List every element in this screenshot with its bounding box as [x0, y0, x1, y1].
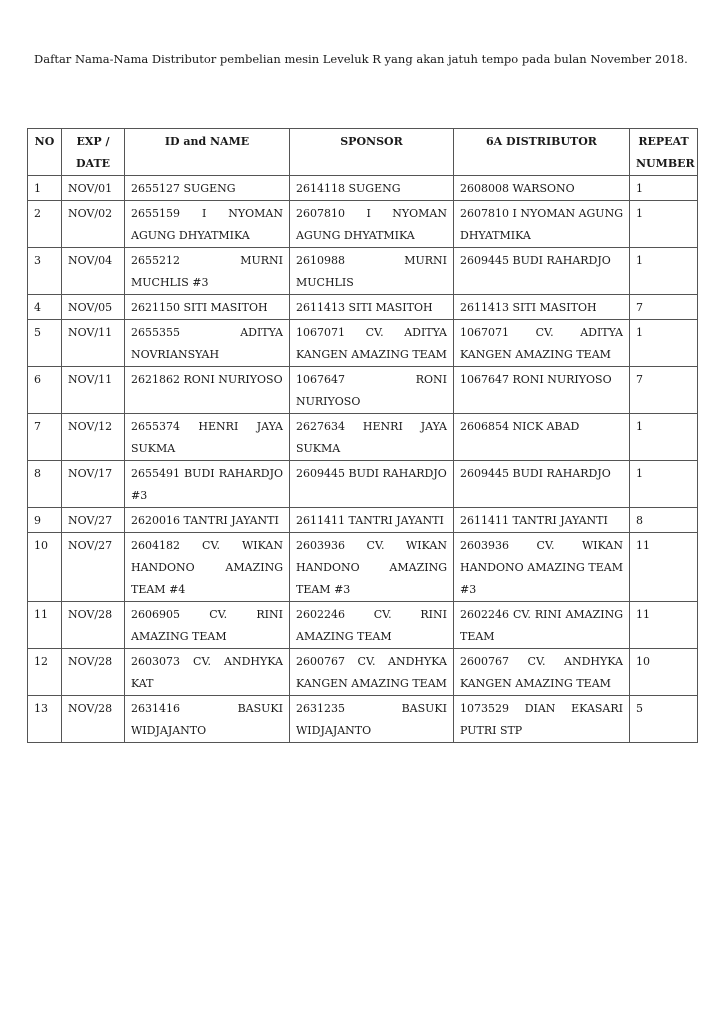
cell-id-name: 2655355 ADITYA NOVRIANSYAH: [125, 320, 290, 367]
table-row: [28, 367, 698, 414]
cell-repeat-number: 11: [630, 602, 698, 649]
table-body: [28, 176, 698, 743]
cell-sponsor: 2609445 BUDI RAHARDJO: [290, 461, 454, 508]
table-row: [28, 320, 698, 367]
cell-id-name: 2655491 BUDI RAHARDJO #3: [125, 461, 290, 508]
cell-distributor: 2608008 WARSONO: [454, 176, 630, 201]
cell-exp-date: NOV/28: [62, 649, 125, 696]
cell-distributor: 2609445 BUDI RAHARDJO: [454, 248, 630, 295]
cell-exp-date: NOV/28: [62, 696, 125, 743]
cell-repeat-number: 5: [630, 696, 698, 743]
cell-id-name: 2655159 I NYOMAN AGUNG DHYATMIKA: [125, 201, 290, 248]
cell-no: 8: [28, 461, 62, 508]
cell-no: 11: [28, 602, 62, 649]
cell-exp-date: NOV/11: [62, 367, 125, 414]
cell-exp-date: NOV/12: [62, 414, 125, 461]
cell-exp-date: NOV/27: [62, 533, 125, 602]
table-row: [28, 248, 698, 295]
header-distributor: 6A DISTRIBUTOR: [454, 129, 630, 176]
table-row: [28, 508, 698, 533]
cell-repeat-number: 1: [630, 248, 698, 295]
header-id-name: ID and NAME: [125, 129, 290, 176]
table-row: [28, 201, 698, 248]
cell-exp-date: NOV/02: [62, 201, 125, 248]
cell-distributor: 2603936 CV. WIKAN HANDONO AMAZING TEAM #3: [454, 533, 630, 602]
cell-id-name: 2655212 MURNI MUCHLIS #3: [125, 248, 290, 295]
cell-repeat-number: 10: [630, 649, 698, 696]
cell-distributor: 2609445 BUDI RAHARDJO: [454, 461, 630, 508]
cell-sponsor: 2610988 MURNI MUCHLIS: [290, 248, 454, 295]
table-row: [28, 649, 698, 696]
cell-sponsor: 2611413 SITI MASITOH: [290, 295, 454, 320]
cell-repeat-number: 1: [630, 320, 698, 367]
cell-no: 5: [28, 320, 62, 367]
cell-id-name: 2621862 RONI NURIYOSO: [125, 367, 290, 414]
cell-no: 10: [28, 533, 62, 602]
table-row: [28, 533, 698, 602]
cell-sponsor: 2603936 CV. WIKAN HANDONO AMAZING TEAM #3: [290, 533, 454, 602]
cell-sponsor: 2607810 I NYOMAN AGUNG DHYATMIKA: [290, 201, 454, 248]
cell-repeat-number: 7: [630, 367, 698, 414]
cell-sponsor: 1067071 CV. ADITYA KANGEN AMAZING TEAM: [290, 320, 454, 367]
cell-repeat-number: 8: [630, 508, 698, 533]
cell-repeat-number: 1: [630, 461, 698, 508]
cell-id-name: 2604182 CV. WIKAN HANDONO AMAZING TEAM #4: [125, 533, 290, 602]
cell-distributor: 2606854 NICK ABAD: [454, 414, 630, 461]
cell-sponsor: 2611411 TANTRI JAYANTI: [290, 508, 454, 533]
cell-no: 6: [28, 367, 62, 414]
table-row: [28, 602, 698, 649]
cell-distributor: 2611413 SITI MASITOH: [454, 295, 630, 320]
cell-exp-date: NOV/05: [62, 295, 125, 320]
header-sponsor: SPONSOR: [290, 129, 454, 176]
cell-exp-date: NOV/28: [62, 602, 125, 649]
cell-exp-date: NOV/04: [62, 248, 125, 295]
cell-repeat-number: 1: [630, 176, 698, 201]
cell-no: 7: [28, 414, 62, 461]
intro-paragraph: Daftar Nama-Nama Distributor pembelian mesin Leveluk R yang akan jatuh tempo pada bulan November 2018.: [34, 52, 688, 66]
cell-distributor: 2602246 CV. RINI AMAZING TEAM: [454, 602, 630, 649]
cell-no: 12: [28, 649, 62, 696]
cell-distributor: 2607810 I NYOMAN AGUNG DHYATMIKA: [454, 201, 630, 248]
cell-id-name: 2621150 SITI MASITOH: [125, 295, 290, 320]
cell-id-name: 2655127 SUGENG: [125, 176, 290, 201]
cell-sponsor: 2627634 HENRI JAYA SUKMA: [290, 414, 454, 461]
cell-no: 9: [28, 508, 62, 533]
header-repeat-number: REPEAT NUMBER: [630, 129, 698, 176]
cell-repeat-number: 1: [630, 201, 698, 248]
table-row: [28, 696, 698, 743]
table-row: [28, 176, 698, 201]
cell-no: 3: [28, 248, 62, 295]
table-row: [28, 461, 698, 508]
cell-no: 1: [28, 176, 62, 201]
cell-id-name: 2655374 HENRI JAYA SUKMA: [125, 414, 290, 461]
table-row: [28, 295, 698, 320]
cell-exp-date: NOV/27: [62, 508, 125, 533]
distributor-table: [27, 128, 698, 743]
cell-repeat-number: 11: [630, 533, 698, 602]
cell-no: 2: [28, 201, 62, 248]
cell-id-name: 2631416 BASUKI WIDJAJANTO: [125, 696, 290, 743]
cell-repeat-number: 1: [630, 414, 698, 461]
cell-id-name: 2606905 CV. RINI AMAZING TEAM: [125, 602, 290, 649]
cell-distributor: 2611411 TANTRI JAYANTI: [454, 508, 630, 533]
cell-exp-date: NOV/17: [62, 461, 125, 508]
cell-id-name: 2620016 TANTRI JAYANTI: [125, 508, 290, 533]
table-row: [28, 414, 698, 461]
cell-sponsor: 2600767 CV. ANDHYKA KANGEN AMAZING TEAM: [290, 649, 454, 696]
cell-distributor: 1073529 DIAN EKASARI PUTRI STP: [454, 696, 630, 743]
cell-no: 4: [28, 295, 62, 320]
cell-sponsor: 1067647 RONI NURIYOSO: [290, 367, 454, 414]
header-row: [28, 129, 698, 176]
cell-sponsor: 2602246 CV. RINI AMAZING TEAM: [290, 602, 454, 649]
cell-distributor: 1067647 RONI NURIYOSO: [454, 367, 630, 414]
cell-distributor: 2600767 CV. ANDHYKA KANGEN AMAZING TEAM: [454, 649, 630, 696]
header-no: NO: [28, 129, 62, 176]
cell-exp-date: NOV/11: [62, 320, 125, 367]
cell-repeat-number: 7: [630, 295, 698, 320]
cell-distributor: 1067071 CV. ADITYA KANGEN AMAZING TEAM: [454, 320, 630, 367]
header-exp-date: EXP / DATE: [62, 129, 125, 176]
cell-id-name: 2603073 CV. ANDHYKA KAT: [125, 649, 290, 696]
cell-exp-date: NOV/01: [62, 176, 125, 201]
cell-sponsor: 2614118 SUGENG: [290, 176, 454, 201]
cell-sponsor: 2631235 BASUKI WIDJAJANTO: [290, 696, 454, 743]
cell-no: 13: [28, 696, 62, 743]
